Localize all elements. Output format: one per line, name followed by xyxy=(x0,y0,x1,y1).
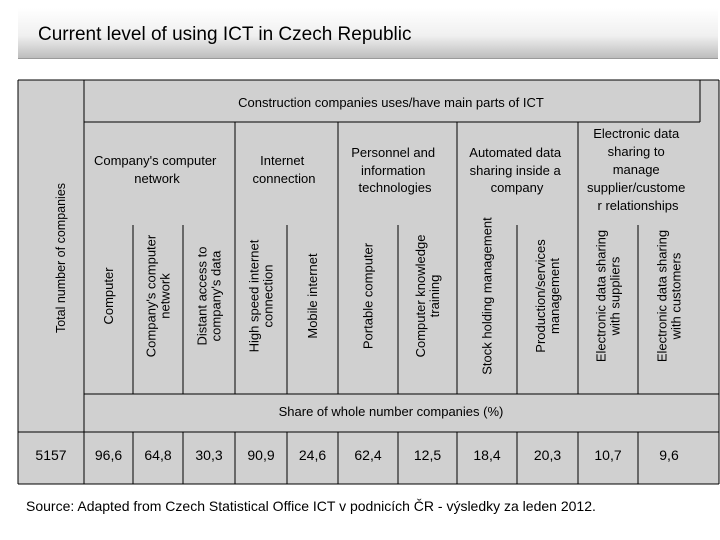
column-header: High speed internetconnection xyxy=(246,239,276,353)
column-header: Mobile internet xyxy=(305,253,320,339)
category-header-internet: Internet connection xyxy=(252,153,316,186)
group-header: Construction companies uses/have main parts of ICT xyxy=(238,95,544,110)
value-cell: 12,5 xyxy=(413,447,442,463)
column-header: Stock holding management xyxy=(479,217,495,375)
value-cell: 9,6 xyxy=(659,447,679,463)
value-cell: 20,3 xyxy=(533,447,562,463)
value-cell: 90,9 xyxy=(247,447,275,463)
value-cell: 62,4 xyxy=(354,447,382,463)
column-header: Computer xyxy=(101,267,116,325)
column-header: Production/servicesmanagement xyxy=(533,239,562,353)
category-header-network: Company's computer network xyxy=(93,153,217,186)
source-note: Source: Adapted from Czech Statistical Office ICT v podnicích ČR - výsledky za leden 2012. xyxy=(26,498,596,514)
category-header-personnel: Personnel and information technologies xyxy=(351,145,436,195)
column-header: Electronic data sharingwith suppliers xyxy=(593,229,623,363)
share-header: Share of whole number companies (%) xyxy=(278,404,504,419)
category-header-electronic: Electronic data sharing to manage supplier/custome r relationships xyxy=(587,126,686,213)
value-cell: 10,7 xyxy=(594,447,622,463)
page-title: Current level of using ICT in Czech Republic xyxy=(38,24,412,45)
value-cell: 30,3 xyxy=(195,447,223,463)
value-cell: 18,4 xyxy=(473,447,501,463)
column-header: Computer knowledgetraining xyxy=(413,234,442,358)
value-cell: 96,6 xyxy=(94,447,123,463)
column-header: Electronic data sharingwith customers xyxy=(654,229,684,363)
value-cell: 64,8 xyxy=(144,447,172,463)
category-header-automated: Automated data sharing inside a company xyxy=(469,145,562,195)
total-header: Total number of companies xyxy=(54,182,68,334)
column-header: Distant access tocompany's data xyxy=(194,246,224,346)
total-value: 5157 xyxy=(35,447,67,463)
column-header: Portable computer xyxy=(360,242,376,350)
value-cell: 24,6 xyxy=(298,447,327,463)
column-header: Company's computernetwork xyxy=(143,234,173,358)
